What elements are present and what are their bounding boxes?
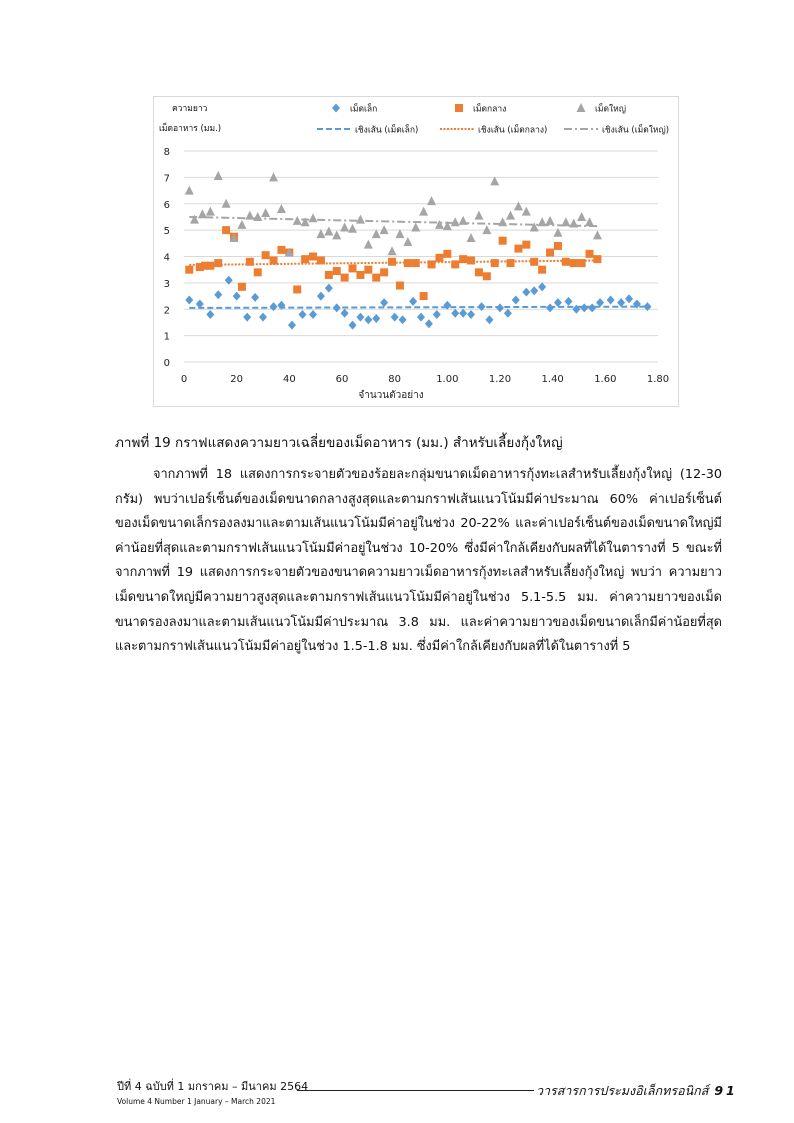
- data-point: [404, 259, 412, 267]
- data-point: [512, 296, 520, 305]
- data-point: [388, 258, 396, 266]
- data-point: [403, 237, 412, 246]
- data-point: [214, 171, 223, 180]
- data-point: [372, 274, 380, 282]
- data-point: [485, 315, 493, 324]
- data-point: [522, 207, 531, 216]
- data-point: [530, 258, 538, 266]
- data-point: [459, 255, 467, 263]
- legend-label-0: เม็ดเล็ก: [350, 104, 378, 115]
- y-axis-label-line1: ความยาว: [172, 104, 208, 114]
- data-point: [411, 222, 420, 231]
- data-point: [341, 309, 349, 318]
- data-point: [475, 268, 483, 276]
- data-point: [332, 230, 341, 239]
- data-point: [586, 250, 594, 258]
- data-point: [546, 249, 554, 257]
- data-point: [317, 292, 325, 301]
- footer-divider: [297, 1090, 534, 1091]
- y-tick-label: 2: [163, 305, 170, 317]
- data-point: [514, 245, 522, 253]
- data-point: [324, 226, 333, 235]
- data-point: [214, 290, 222, 299]
- caption-text: กราฟแสดงความยาวเฉลี่ยของเม็ดอาหาร (มม.) สำหรับเลี้ยงกุ้งใหญ่: [175, 435, 563, 451]
- x-tick-label: 1.20: [488, 374, 512, 385]
- x-tick-label: 40: [282, 374, 296, 385]
- data-point: [253, 212, 262, 221]
- data-point: [409, 297, 417, 306]
- data-point: [317, 256, 325, 264]
- data-point: [625, 294, 633, 303]
- data-point: [288, 321, 296, 330]
- data-point: [270, 256, 278, 264]
- data-point: [577, 212, 586, 221]
- data-point: [309, 213, 318, 222]
- data-point: [206, 262, 214, 270]
- data-point: [364, 266, 372, 274]
- figure-caption: [115, 431, 563, 453]
- legend-trend-label-0: เชิงเส้น (เม็ดเล็ก): [355, 125, 419, 136]
- data-point: [570, 259, 578, 267]
- data-point: [451, 260, 459, 268]
- data-point: [198, 209, 207, 218]
- data-point: [478, 302, 486, 311]
- data-point: [643, 302, 651, 311]
- data-point: [443, 301, 451, 310]
- data-point: [507, 259, 515, 267]
- data-point: [554, 298, 562, 307]
- data-point: [262, 251, 270, 259]
- x-tick-label: 20: [230, 374, 244, 385]
- data-point: [206, 310, 214, 319]
- data-point: [585, 217, 594, 226]
- y-tick-label: 0: [163, 358, 170, 369]
- data-point: [593, 230, 602, 239]
- x-tick-label: 80: [388, 374, 402, 385]
- legend-label-2: เม็ดใหญ่: [595, 104, 627, 115]
- footer-issue-th: ปีที่ 4 ฉบับที่ 1 มกราคม – มีนาคม 2564: [117, 1080, 309, 1093]
- y-axis-label-line2: เม็ดอาหาร (มม.): [159, 124, 222, 134]
- x-axis-label: จำนวนตัวอย่าง: [358, 390, 424, 401]
- data-point: [593, 255, 601, 263]
- data-point: [222, 226, 230, 234]
- data-point: [451, 217, 460, 226]
- data-point: [514, 201, 523, 210]
- x-tick-label: 1.40: [541, 374, 564, 385]
- data-point: [435, 254, 443, 262]
- data-point: [185, 186, 194, 195]
- data-point: [259, 313, 267, 322]
- legend-trend-label-1: เชิงเส้น (เม็ดกลาง): [478, 125, 548, 136]
- data-point: [538, 217, 547, 226]
- data-point: [491, 259, 499, 267]
- data-point: [451, 309, 459, 318]
- data-point: [530, 286, 538, 295]
- data-point: [309, 253, 317, 261]
- y-tick-label: 6: [163, 199, 170, 211]
- data-point: [356, 313, 364, 322]
- data-point: [299, 310, 307, 319]
- data-point: [277, 204, 286, 213]
- data-point: [388, 246, 397, 255]
- y-tick-label: 5: [163, 226, 170, 238]
- data-point: [522, 241, 530, 249]
- data-point: [301, 255, 309, 263]
- body-paragraph: จากภาพที่ 18 แสดงการกระจายตัวของร้อยละกลุ่มขนาดเม็ดอาหารกุ้งทะเลสำหรับเลี้ยงกุ้งใหญ่ (12-30 กรัม) พบว่าเปอร์เซ็นต์ของเม็ดขนาดกลางสูงสุดและตามกราฟเส้นแนวโน้มมีค่าประมาณ 60% ค่าเปอร์เซ็นต์ของเม็ดขนาดเล็กรองลงมาและตามเส้นแนวโน้มมีค่าอยู่ในช่วง 20-22% และค่าเปอร์เซ็นต์ของเม็ดขนาดใหญ่มีค่าน้อยที่สุดและตามกราฟเส้นแนวโน้มมีค่าอยู่ในช่วง 10-20% ซึ่งมีค่าใกล้เคียงกับผลที่ได้ในตารางที่ 5 ขณะที่จากภาพที่ 19 แสดงการกระจายตัวของขนาดความยาวเม็ดอาหารกุ้งทะเลสำหรับเลี้ยงกุ้งใหญ่ พบว่า ความยาวเม็ดขนาดใหญ่มีความยาวสูงสุดและตามกราฟเส้นแนวโน้มมีค่าอยู่ในช่วง 5.1-5.5 มม. ค่าความยาวของเม็ดขนาดรองลงมาและตามเส้นแนวโน้มมีค่าประมาณ 3.8 มม. และค่าความยาวของเม็ดขนาดเล็กมีค่าน้อยที่สุดและตามกราฟเส้นแนวโน้มมีค่าอยู่ในช่วง 1.5-1.8 มม. ซึ่งมีค่าใกล้เคียงกับผลที่ได้ในตารางที่ 5: [115, 467, 722, 655]
- page-number: 91: [714, 1083, 738, 1098]
- data-point: [261, 208, 270, 217]
- caption-prefix: ภาพที่ 19: [115, 435, 171, 451]
- data-point: [499, 237, 507, 245]
- chart-container: [153, 96, 679, 407]
- data-point: [356, 215, 365, 224]
- data-point: [561, 217, 570, 226]
- data-point: [391, 313, 399, 322]
- data-point: [417, 313, 425, 322]
- data-point: [496, 303, 504, 312]
- data-point: [554, 242, 562, 250]
- data-point: [293, 285, 301, 293]
- data-point: [246, 258, 254, 266]
- data-point: [420, 292, 428, 300]
- data-point: [435, 220, 444, 229]
- data-point: [504, 309, 512, 318]
- data-point: [522, 288, 530, 297]
- data-point: [293, 216, 302, 225]
- y-tick-label: 3: [163, 278, 170, 290]
- data-point: [459, 216, 468, 225]
- data-point: [243, 313, 251, 322]
- legend-marker-1: [455, 104, 463, 112]
- data-point: [185, 266, 193, 274]
- legend-marker-0: [332, 104, 340, 113]
- data-point: [380, 298, 388, 307]
- data-point: [546, 216, 555, 225]
- data-point: [538, 282, 546, 291]
- data-point: [185, 296, 193, 305]
- legend-marker-2: [577, 103, 586, 112]
- data-point: [443, 250, 451, 258]
- x-tick-label: 60: [335, 374, 349, 385]
- data-point: [251, 293, 259, 302]
- data-point: [419, 207, 428, 216]
- data-point: [467, 310, 475, 319]
- data-point: [588, 303, 596, 312]
- data-point: [325, 271, 333, 279]
- data-point: [467, 256, 475, 264]
- data-point: [428, 260, 436, 268]
- y-tick-label: 7: [163, 173, 170, 185]
- data-point: [349, 321, 357, 330]
- x-tick-label: 1.60: [594, 374, 617, 385]
- data-point: [349, 264, 357, 272]
- data-point: [564, 297, 572, 306]
- data-point: [309, 310, 317, 319]
- data-point: [569, 219, 578, 228]
- x-tick-label: 0: [180, 374, 188, 385]
- journal-name: วารสารการประมงอิเล็กทรอนิกส์: [536, 1083, 709, 1098]
- data-point: [483, 272, 491, 280]
- data-point: [459, 309, 467, 318]
- data-point: [214, 259, 222, 267]
- data-point: [607, 296, 615, 305]
- data-point: [237, 220, 246, 229]
- data-point: [270, 302, 278, 311]
- footer-journal: [536, 1081, 738, 1101]
- data-point: [325, 284, 333, 293]
- data-point: [238, 283, 246, 291]
- data-point: [506, 211, 515, 220]
- data-point: [474, 211, 483, 220]
- data-point: [467, 233, 476, 242]
- data-point: [333, 267, 341, 275]
- data-point: [498, 217, 507, 226]
- y-tick-label: 8: [163, 147, 170, 158]
- data-point: [580, 303, 588, 312]
- data-point: [396, 282, 404, 290]
- x-tick-label: 1.80: [646, 374, 670, 385]
- data-point: [578, 259, 586, 267]
- x-tick-label: 1.00: [436, 374, 459, 385]
- data-point: [254, 268, 262, 276]
- y-tick-label: 1: [163, 331, 170, 343]
- data-point: [340, 222, 349, 231]
- data-point: [380, 268, 388, 276]
- data-point: [433, 310, 441, 319]
- data-point: [562, 258, 570, 266]
- data-point: [538, 266, 546, 274]
- data-point: [348, 224, 357, 233]
- data-point: [364, 240, 373, 249]
- data-point: [546, 303, 554, 312]
- legend-label-1: เม็ดกลาง: [473, 104, 507, 115]
- data-point: [356, 271, 364, 279]
- data-point: [427, 196, 436, 205]
- data-point: [245, 211, 254, 220]
- data-point: [333, 303, 341, 312]
- footer-issue-en: Volume 4 Number 1 January – March 2021: [117, 1097, 276, 1106]
- data-point: [372, 314, 380, 323]
- data-point: [399, 315, 407, 324]
- y-tick-label: 4: [163, 252, 170, 264]
- legend-trend-label-2: เชิงเส้น (เม็ดใหญ่): [602, 125, 670, 136]
- chart-svg: [154, 97, 678, 406]
- data-point: [225, 276, 233, 285]
- data-point: [277, 246, 285, 254]
- data-point: [425, 319, 433, 328]
- data-point: [341, 274, 349, 282]
- data-point: [190, 215, 199, 224]
- data-point: [553, 228, 562, 237]
- data-point: [364, 315, 372, 324]
- data-point: [233, 292, 241, 301]
- data-point: [412, 259, 420, 267]
- data-point: [206, 207, 215, 216]
